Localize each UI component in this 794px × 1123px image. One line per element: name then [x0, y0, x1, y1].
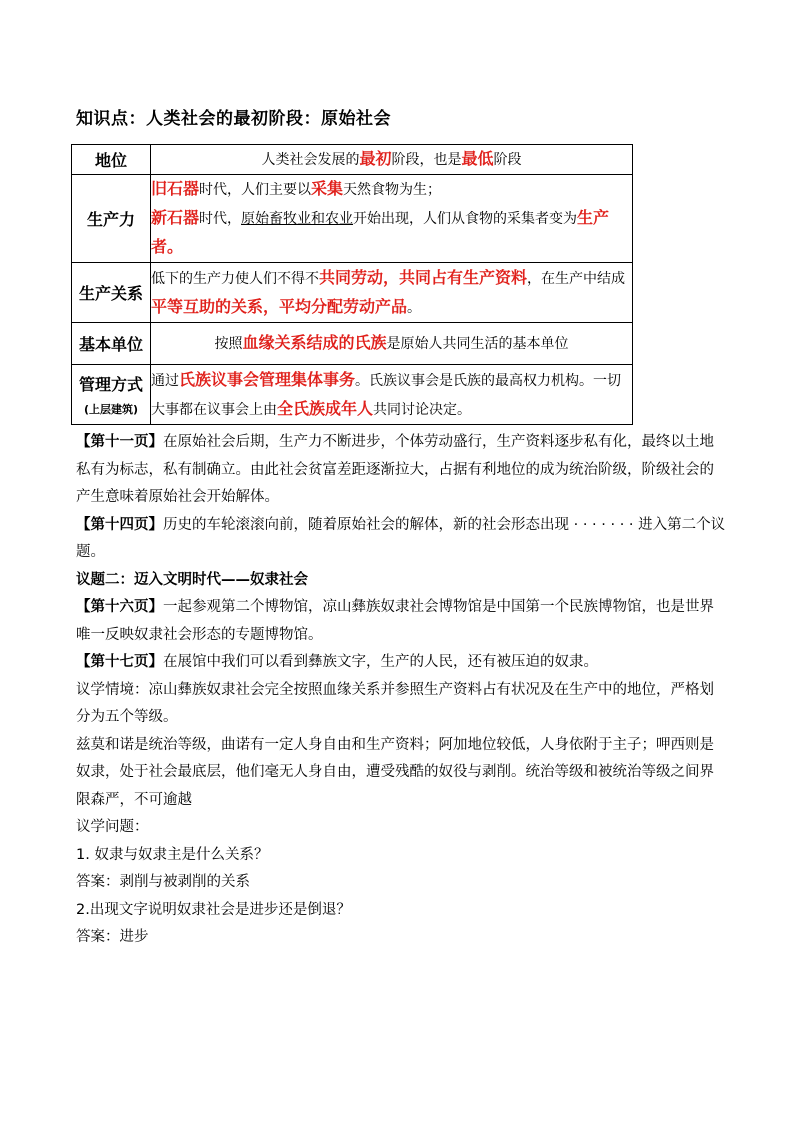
- paragraph: 议学情境：凉山彝族奴隶社会完全按照血缘关系并参照生产资料占有状况及在生产中的地位，严格划分为五个等级。: [76, 681, 714, 725]
- row-content: 按照血缘关系结成的氏族是原始人共同生活的基本单位: [151, 323, 633, 365]
- row-sublabel: (上层建筑): [83, 403, 139, 416]
- row-label: 生产关系: [72, 263, 151, 323]
- paragraph: 兹莫和诺是统治等级，曲诺有一定人身自由和生产资料；阿加地位较低，人身依附于主子；呷西则是奴隶，处于社会最底层，他们毫无人身自由，遭受残酷的奴役与剥削。统治等级和被统治等级之间界限森严，不可逾越: [76, 736, 714, 808]
- knowledge-table: [71, 144, 633, 425]
- table-row: [72, 175, 633, 263]
- row-label: [72, 365, 151, 425]
- content-line: 旧石器时代，人们主要以采集天然食物为生；: [151, 179, 442, 198]
- table-row: [72, 263, 633, 323]
- table-row: [72, 145, 633, 175]
- paragraph: 【第十六页】一起参观第二个博物馆，凉山彝族奴隶社会博物馆是中国第一个民族博物馆，也是世界唯一反映奴隶社会形态的专题博物馆。: [76, 599, 714, 643]
- paragraph: 议学问题：: [76, 819, 149, 835]
- body-text: [76, 429, 726, 952]
- section-heading: 知识点：人类社会的最初阶段：原始社会: [76, 109, 391, 129]
- paragraph: 答案：进步: [76, 929, 149, 945]
- row-label-text: 管理方式: [78, 375, 143, 394]
- paragraph: 【第十七页】在展馆中我们可以看到彝族文字，生产的人民，还有被压迫的奴隶。: [76, 654, 598, 670]
- row-label: 生产力: [72, 175, 151, 263]
- paragraph: 答案：剥削与被剥削的关系: [76, 874, 250, 890]
- paragraph: 【第十四页】历史的车轮滚滚向前，随着原始社会的解体，新的社会形态出现 · · · · · · · 进入第二个议题。: [76, 516, 726, 560]
- topic-heading: 议题二：迈入文明时代——奴隶社会: [76, 571, 308, 588]
- content-line: 新石器时代，原始畜牧业和农业开始出现，人们从食物的采集者变为生产者。: [151, 208, 610, 256]
- row-content: 通过氏族议事会管理集体事务。氏族议事会是氏族的最高权力机构。一切大事都在议事会上由全氏族成年人共同讨论决定。: [151, 365, 633, 425]
- row-content: 低下的生产力使人们不得不共同劳动，共同占有生产资料，在生产中结成平等互助的关系，平均分配劳动产品。: [151, 263, 633, 323]
- table-row: [72, 365, 633, 425]
- row-content: 人类社会发展的最初阶段，也是最低阶段: [151, 145, 633, 175]
- row-label: 地位: [72, 145, 151, 175]
- row-content: [151, 175, 633, 263]
- paragraph: 1. 奴隶与奴隶主是什么关系？: [76, 846, 269, 863]
- paragraph: 【第十一页】在原始社会后期，生产力不断进步，个体劳动盛行，生产资料逐步私有化，最终以土地私有为标志，私有制确立。由此社会贫富差距逐渐拉大，占据有利地位的成为统治阶级，阶级社会的产生意味着原始社会开始解体。: [76, 434, 714, 505]
- paragraph: 2.出现文字说明奴隶社会是进步还是倒退？: [76, 901, 351, 918]
- row-label: 基本单位: [72, 323, 151, 365]
- table-row: [72, 323, 633, 365]
